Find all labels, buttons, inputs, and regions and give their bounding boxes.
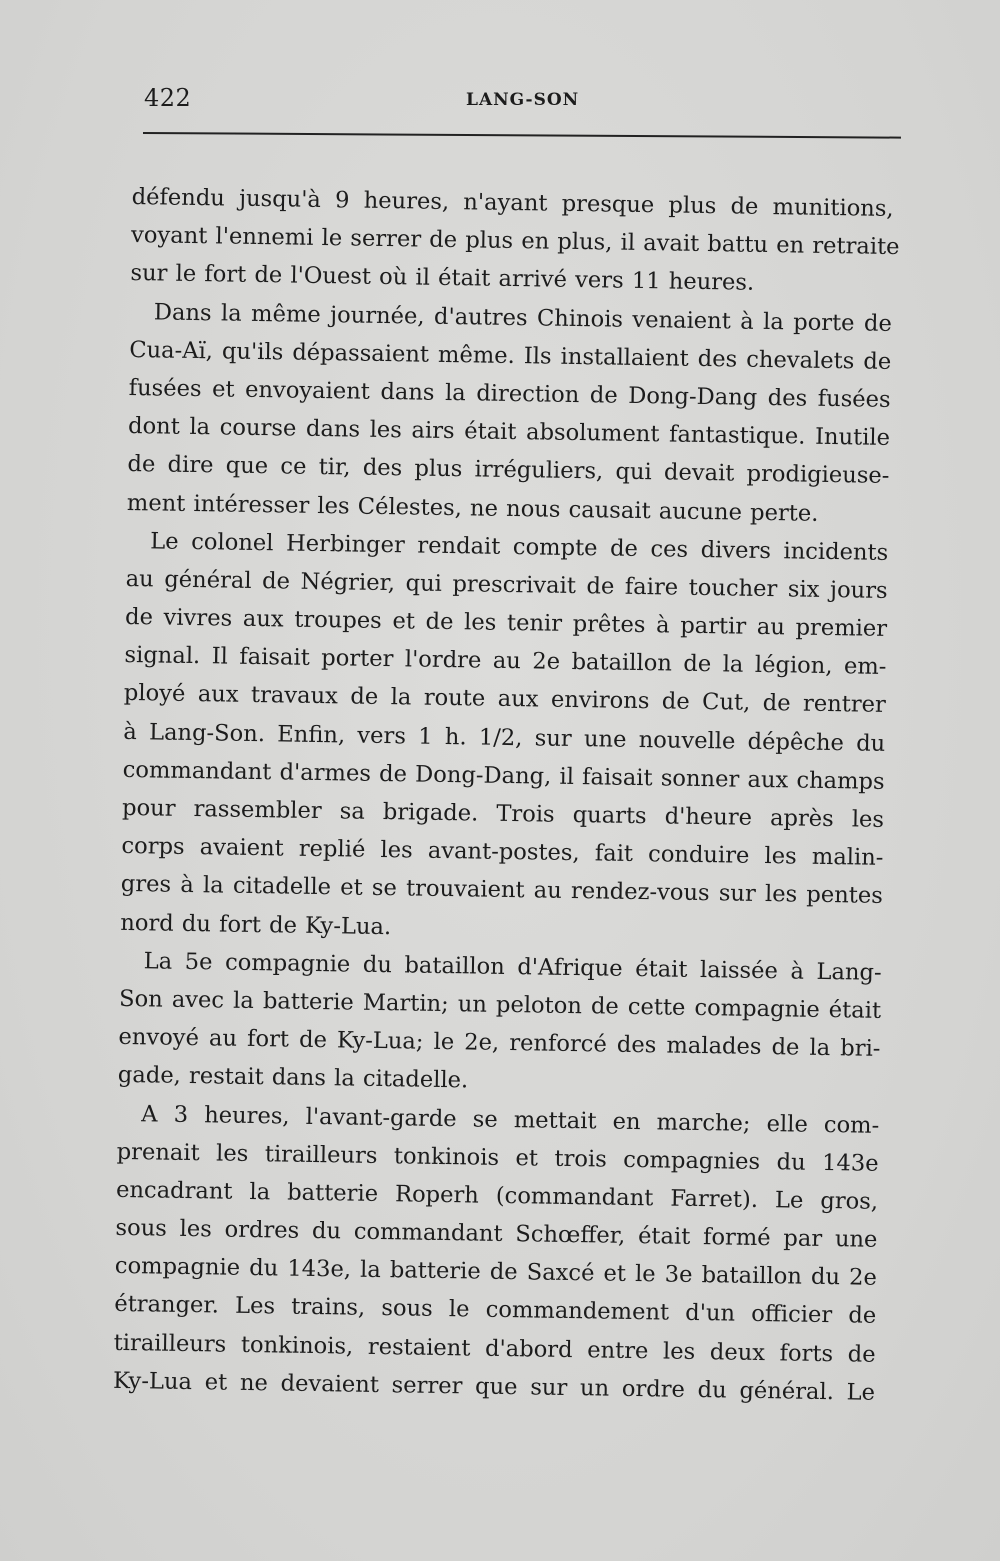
text-line: au général de Négrier, qui prescrivait de faire toucher six jours — [125, 565, 888, 604]
text-line: à Lang-Son. Enfin, vers 1 h. 1/2, sur une nouvelle dépêche du — [123, 718, 886, 757]
paragraph-first-line: A 3 heures, l'avant-garde se mettait en marche; elle com- — [141, 1100, 880, 1139]
text-line: Cua-Aï, qu'ils dépassaient même. Ils installaient des chevalets de — [129, 336, 892, 375]
paragraph-first-line: La 5e compagnie du bataillon d'Afrique était laissée à Lang- — [143, 948, 882, 986]
text-line: de dire que ce tir, des plus irréguliers, qui devait prodigieuse- — [127, 451, 890, 490]
paragraph-first-line: Le colonel Herbinger rendait compte de ces divers incidents — [150, 528, 889, 566]
header-rule — [143, 132, 901, 139]
text-line: ployé aux travaux de la route aux environs de Cut, de rentrer — [123, 680, 887, 719]
text-line: voyant l'ennemi le serrer de plus en plus, il avait battu en retraite — [130, 222, 900, 261]
paragraph-first-line: Dans la même journée, d'autres Chinois venaient à la porte de — [153, 298, 893, 337]
text-line: encadrant la batterie Roperh (commandant Farret). Le gros, — [115, 1176, 879, 1215]
text-line: sous les ordres du commandant Schœffer, était formé par une — [115, 1214, 878, 1253]
text-line: gade, restait dans la citadelle. — [117, 1062, 469, 1094]
running-title: LANG-SON — [466, 90, 580, 110]
text-line: signal. Il faisait porter l'ordre au 2e bataillon de la légion, em- — [124, 642, 887, 681]
text-line: étranger. Les trains, sous le commandement d'un officier de — [114, 1291, 877, 1330]
text-line: compagnie du 143e, la batterie de Saxcé et le 3e bataillon du 2e — [114, 1253, 878, 1292]
text-line: tirailleurs tonkinois, restaient d'abord entre les deux forts de — [113, 1329, 876, 1368]
text-line: gres à la citadelle et se trouvaient au rendez-vous sur les pentes — [120, 871, 884, 910]
text-line: pour rassembler sa brigade. Trois quarts d'heure après les — [121, 794, 885, 833]
text-line: sur le fort de l'Ouest où il était arrivé vers 11 heures. — [130, 260, 755, 297]
text-line: commandant d'armes de Dong-Dang, il faisait sonner aux champs — [122, 756, 885, 795]
text-line: Ky-Lua et ne devaient serrer que sur un ordre du général. Le — [112, 1367, 876, 1406]
text-line: prenait les tirailleurs tonkinois et trois compagnies du 143e — [116, 1138, 879, 1177]
text-line: dont la course dans les airs était absolument fantastique. Inutile — [127, 413, 891, 452]
text-line: de vivres aux troupes et de les tenir prêtes à partir au premier — [124, 604, 888, 642]
text-line: ment intéresser les Célestes, ne nous causait aucune perte. — [126, 489, 819, 527]
body-text — [112, 178, 900, 1412]
running-head — [144, 84, 898, 114]
text-line: fusées et envoyaient dans la direction de Dong-Dang des fusées — [128, 374, 891, 413]
text-line: envoyé au fort de Ky-Lua; le 2e, renforcé des malades de la bri- — [118, 1024, 881, 1062]
text-line: nord du fort de Ky-Lua. — [120, 909, 392, 940]
page-number: 422 — [144, 84, 192, 112]
text-line: défendu jusqu'à 9 heures, n'ayant presque plus de munitions, — [131, 183, 894, 222]
text-line: corps avaient replié les avant-postes, fait conduire les malin- — [121, 833, 884, 872]
text-line: Son avec la batterie Martin; un peloton de cette compagnie était — [118, 985, 882, 1024]
